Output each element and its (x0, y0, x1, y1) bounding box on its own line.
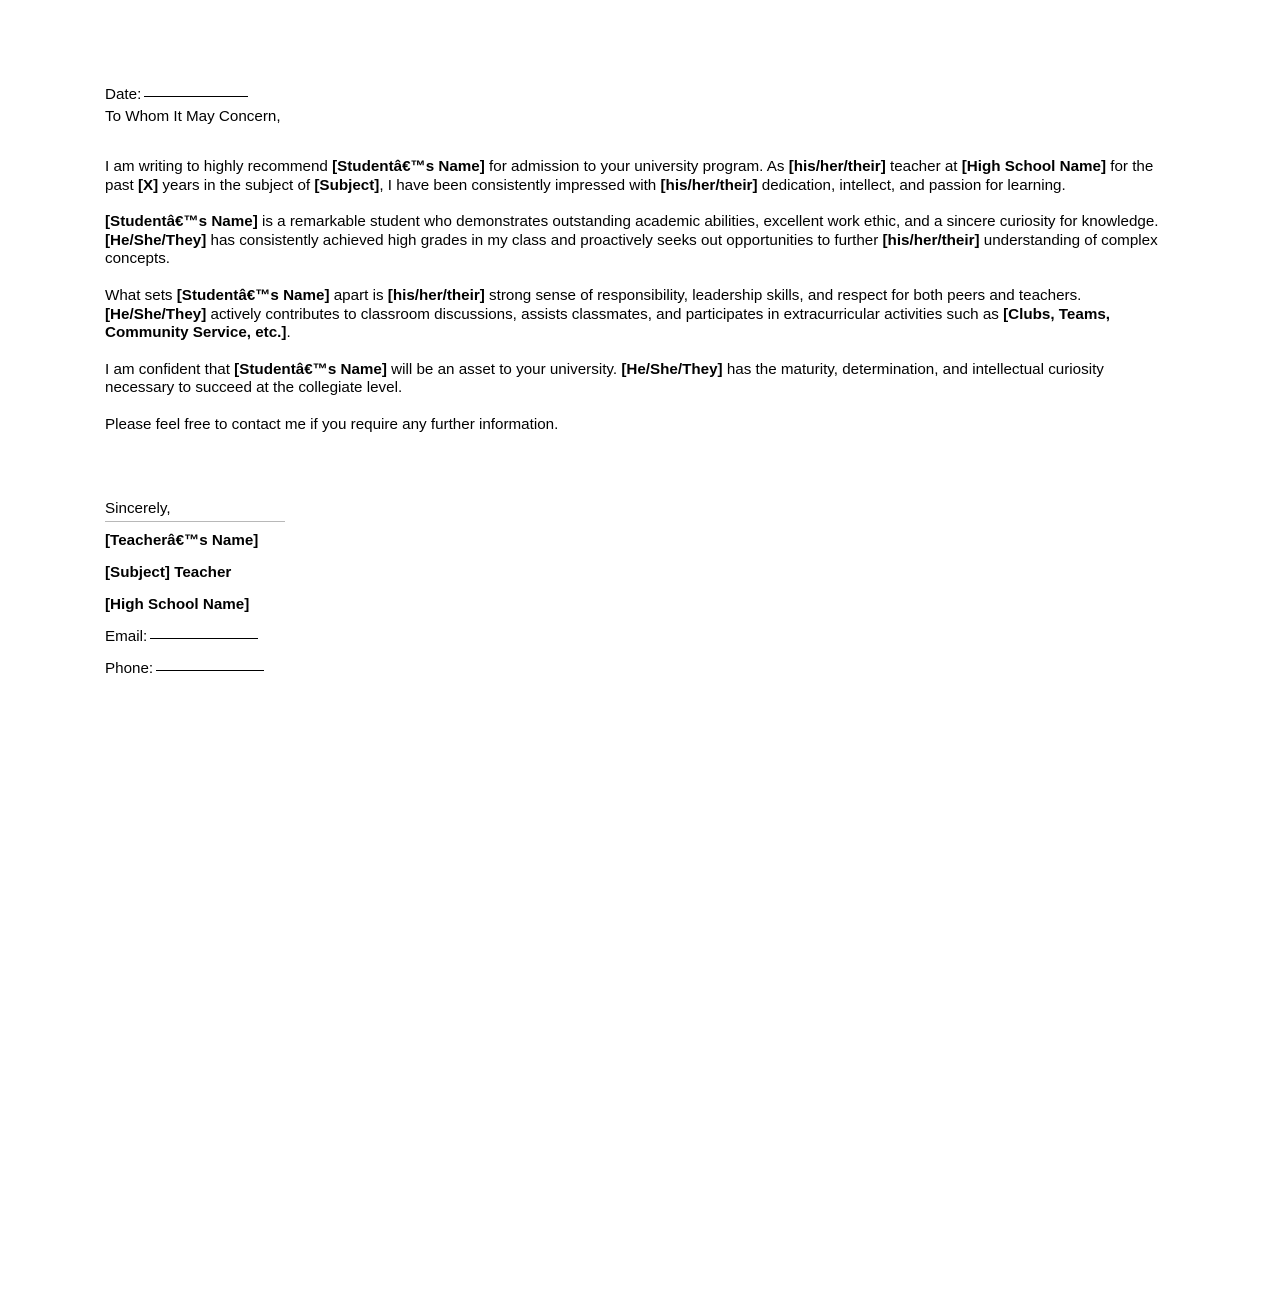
placeholder-token: [He/She/They] (105, 231, 207, 249)
body-text: dedication, intellect, and passion for learning. (757, 176, 1066, 194)
letter-body (105, 84, 1168, 678)
closing-salutation: Sincerely, (105, 499, 171, 517)
paragraph-contact-invite (105, 416, 1168, 435)
body-text: strong sense of responsibility, leadership skills, and respect for both peers and teachers. (484, 286, 1082, 304)
signature-divider (105, 521, 285, 522)
body-text: understanding of complex concepts. (105, 231, 1158, 268)
placeholder-token: [his/her/their] (788, 158, 886, 175)
placeholder-token: [He/She/They] (105, 305, 207, 323)
body-text: for admission to your university program. As (484, 158, 789, 175)
paragraph-closing-endorsement (105, 361, 1168, 398)
signature-block (105, 499, 1168, 678)
header-body-spacer (105, 128, 1168, 158)
placeholder-token: [Subject] (314, 176, 380, 194)
body-text: will be an asset to your university. (386, 360, 622, 378)
signature-spacer (105, 453, 1168, 499)
body-text: years in the subject of (158, 176, 315, 194)
body-text: apart is (329, 286, 388, 304)
phone-line (105, 659, 1168, 678)
paragraph-intro (105, 158, 1168, 195)
body-text: I am confident that (105, 360, 235, 378)
body-text: , I have been consistently impressed with (379, 176, 661, 194)
placeholder-token: [Studentâ€™s Name] (176, 286, 330, 304)
date-fill-line[interactable] (144, 96, 248, 97)
email-label: Email: (105, 627, 148, 645)
body-text: is a remarkable student who demonstrates outstanding academic abilities, excellent work ethic, and a sincere curiosity for knowledge. (257, 213, 1159, 231)
placeholder-token: [Clubs, Teams, Community Service, etc.] (105, 305, 1110, 342)
placeholder-token: [Studentâ€™s Name] (234, 360, 387, 378)
school-name: [High School Name] (105, 595, 250, 613)
placeholder-token: [his/her/their] (882, 231, 980, 249)
date-label: Date: (105, 86, 142, 103)
paragraph-academics (105, 213, 1168, 269)
placeholder-token: [High School Name] (961, 158, 1107, 175)
teacher-title: [Subject] Teacher (105, 563, 232, 581)
email-line (105, 627, 1168, 646)
placeholder-token: [Studentâ€™s Name] (332, 158, 485, 175)
body-text: I am writing to highly recommend (105, 158, 333, 175)
body-text: has consistently achieved high grades in my class and proactively seeks out opportunities to further (206, 231, 883, 249)
body-text: teacher at (885, 158, 962, 175)
phone-fill-line[interactable] (156, 670, 264, 671)
body-text: What sets (105, 286, 177, 304)
body-text: Please feel free to contact me if you require any further information. (105, 415, 559, 433)
placeholder-token: [his/her/their] (387, 286, 485, 304)
phone-label: Phone: (105, 659, 154, 677)
placeholder-token: [X] (137, 176, 159, 194)
date-line (105, 84, 1168, 106)
body-text: . (286, 324, 291, 342)
paragraph-character (105, 287, 1168, 343)
paragraph-list (105, 158, 1168, 435)
placeholder-token: [Studentâ€™s Name] (105, 213, 258, 231)
placeholder-token: [his/her/their] (660, 176, 758, 194)
letter-header (105, 84, 1168, 128)
placeholder-token: [He/She/They] (621, 360, 723, 378)
teacher-name: [Teacherâ€™s Name] (105, 531, 259, 549)
body-text: actively contributes to classroom discussions, assists classmates, and participates in extracurricular activities such as (206, 305, 1004, 323)
body-text: has the maturity, determination, and intellectual curiosity necessary to succeed at the collegiate level. (105, 360, 1104, 397)
email-fill-line[interactable] (150, 638, 258, 639)
salutation-line: To Whom It May Concern, (105, 108, 281, 125)
body-text: for the past (105, 158, 1154, 194)
